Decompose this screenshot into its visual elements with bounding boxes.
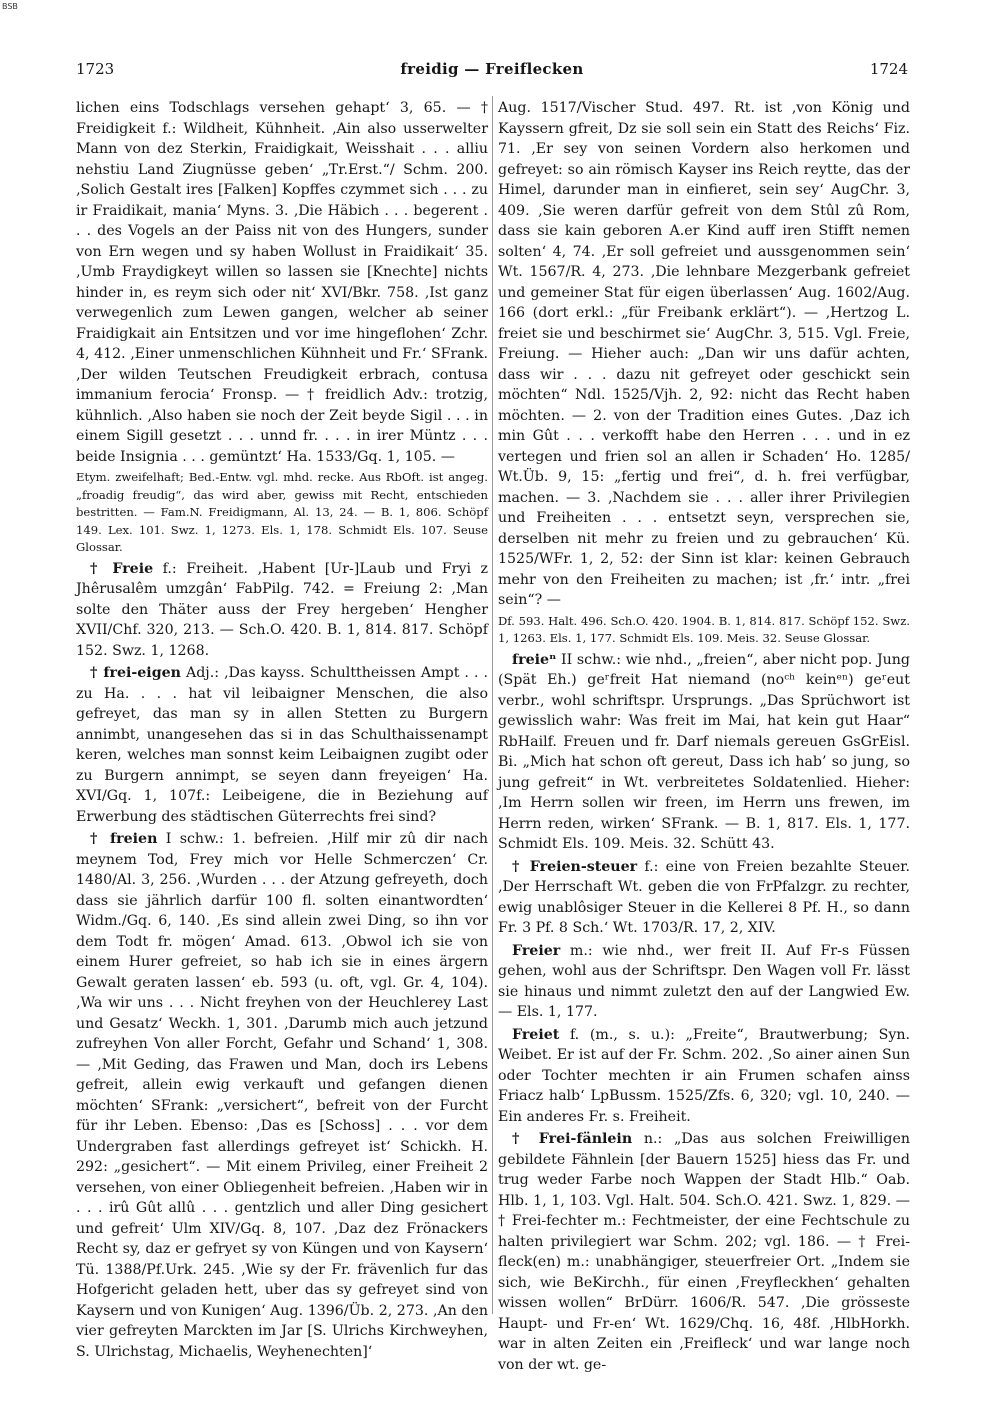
entry-continuation: lichen eins Todschlags versehen gehapt‘ 3, 65. — † Freidigkeit f.: Wildheit, Kühnheit. ‚Ain also usserwelter Mann von dez Sterkin, Fraidigkait, Weisshait . . . alliu nehstiu Land Ziugnüsse geben‘ „Tr.Erst.“/ Schm. 200. ‚Solich Gestalt ires [Falken] Kopffes czymmet sich . . . zu ir Fraidikait, mania‘ Myns. 3. ‚Die Häbich . . . begerent . . . des Vogels an der Paiss nit von des Hungers, sunder von Ern wegen und sy haben Wollust in Fraidikait‘ 35. ‚Umb Fraydigkeyt willen so lassen sie [Knechte] nichts hinder in, es reym sich oder nit‘ XVI/Bkr. 758. ‚Ist ganz verwegenlich zum Lewen gangen, welcher ab seiner Fraidigkait ain Entsitzen und vor ime hingeflohen‘ Zchr. 4, 412. ‚Einer unmenschlichen Kühnheit und Fr.‘ SFrank. ‚Der wilden Teutschen Freudigkeit erbrach, contusa immanium ferocia‘ Fronsp. — † freidlich Adv.: trotzig, kühnlich. ‚Also haben sie noch der Zeit beyde Sigil . . . in einem Sigill gesetzt . . . unnd fr. . . . in irer Müntz . . . beide Insignia . . . gemüntzt‘ Ha. 1533/Gq. 1, 105. — <box>76 100 488 465</box>
dictionary-entry <box>76 663 488 827</box>
page-header <box>76 60 908 82</box>
entry-body: f.: eine von Freien bezahlte Steuer. ‚Der Herrschaft Wt. geben die von FrPfalzgr. zu rechter, ewig unablôsiger Steuer in die Kellerei 8 Pf. H., so dann Fr. 3 Pf. 8 Sch.‘ Wt. 1703/R. 17, 2, XIV. <box>498 858 910 936</box>
page-number-right: 1724 <box>869 60 908 78</box>
library-stamp: BSB <box>2 2 18 11</box>
dictionary-entry <box>76 559 488 662</box>
dictionary-entry <box>498 941 910 1023</box>
dictionary-entry <box>498 857 910 939</box>
entry-headword: Freiet <box>512 1026 560 1043</box>
entry-body: II schw.: wie nhd., „freien“, aber nicht pop. Jung (Spät Eh.) geʳfreit Hat niemand (noᶜʰ keinᵉⁿ) geʳeut verbr., wohl schriftspr. Ursprungs. „Das Sprüchwort ist gewisslich wahr: Was freit im Mai, hat kein gut Haar“ RbHailf. Freuen und fr. Darf niemals gereuen GsGrEisl. Bi. „Mich hat schon oft gereut, Dass ich hab’ so jung, so jung gefreit“ in Wt. verbreitetes Soldatenlied. Hieher: ‚Im Herrn sollen wir freen, im Herrn uns frewen, im Herrn reden, wirken‘ SFrank. — B. 1, 817. Els. 1, 177. Schmidt Els. 109. Meis. 32. Schütt 43. <box>498 651 910 852</box>
dictionary-entry <box>498 1129 910 1375</box>
entry-headword: † Frei-fänlein <box>512 1131 633 1147</box>
entry-body: m.: wie nhd., wer freit II. Auf Fr-s Füssen gehen, wohl aus der Schriftspr. Den Wagen voll Fr. lässt sie hinaus und nimmt zuletzt den auf der Langwied Ew. — Els. 1, 177. <box>498 942 910 1020</box>
dictionary-entry <box>498 1025 910 1128</box>
dictionary-entry <box>498 650 910 855</box>
left-column <box>76 98 488 1360</box>
entry-body: I schw.: 1. befreien. ‚Hilf mir zû dir nach meynem Tod, Frey mich vor Helle Schmerczen‘ Cr. 1480/Al. 3, 256. ‚Wurden . . . der Atzung gefreyeth, doch dass sie jährlich darfür 100 fl. solten einantwordten‘ Widm./Gq. 6, 140. ‚Es sind allein zwei Ding, so ihn vor dem Todt fr. mögen‘ Amad. 613. ‚Obwol ich sie von einem Hurer gefreiet, so hab ich sie in eines ärgern Gewalt geraten lassen‘ eb. 593 (u. oft, vgl. Gr. 4, 104). ‚Wa wir uns . . . Nicht freyhen von der Heuchlerey Last und Gesatz‘ Weckh. 1, 301. ‚Darumb mich auch jetzund zufreyhen Von aller Forcht, Gefahr und Schand‘ 1, 308. — ‚Mit Geding, das Frawen und Man, doch irs Lebens gefreit, allein ewig verkauft und gefangen dienen möchten‘ SFrank: „versichert“, befreit von der Furcht für ihr Leben. Ebenso: ‚Das es [Schoss] . . . vor dem Undergraben fast allerdings gefreyet ist‘ Schickh. H. 292: „gesichert“. — Mit einem Privileg, einer Freiheit 2 versehen, von einer Obliegenheit befreien. ‚Haben wir in . . . irû Gût allû . . . gentzlich und aller Ding gesichert und gefreit‘ Ulm XIV/Gq. 8, 107. ‚Daz dez Frönackers Recht sy, daz er gefryet sy von Küngen und von Kaysern‘ Tü. 1388/Pf.Urk. 245. ‚Wie sy der Fr. frävenlich fur das Hofgericht geladen hett, uber das sy gefreyet sind von Kaysern und von Kunigen‘ Aug. 1396/Üb. 2, 273. ‚An den vier gefreyten Marckten im Jar [S. Ulrichs Kirchweyhen, S. Ulrichstag, Michaelis, Weyhenechten]‘ <box>76 831 488 1360</box>
entry-headword: † Freien-steuer <box>512 858 638 875</box>
entry-body: f.: Freiheit. ‚Habent [Ur-]Laub und Fryi z Jhêrusalêm umzgân‘ FabPilg. 742. = Freiung 2: ‚Man solte den Thäter auss der Frey hergeben‘ Hengher XVII/Chf. 320, 213. — Sch.O. 420. B. 1, 814. 817. Schöpf 152. Swz. 1, 1268. <box>76 560 488 659</box>
entry-headword: Freier <box>512 942 561 959</box>
entry-headword: † frei-eigen <box>90 665 181 681</box>
entry-headword: freieⁿ <box>512 651 557 668</box>
entry-body: n.: „Das aus solchen Freiwilligen gebildete Fähnlein [der Bauern 1525] hiess das Fr. und trug weder Farbe noch Wappen der Stadt Hlb.“ Oab. Hlb. 1, 1, 103. Vgl. Halt. 504. Sch.O. 421. Swz. 1, 829. — † Frei-fechter m.: Fechtmeister, der eine Fechtschule zu halten privilegiert war Schm. 202; vgl. 186. — † Frei-fleck(en) m.: unabhängiger, steuerfreier Ort. „Indem sie sich, wie BeKirchh., für einen ‚Freyfleckhen‘ gehalten wissen wollen“ BrDürr. 1606/R. 547. ‚Die grösseste Haupt- und Fr-en‘ Wt. 1629/Chq. 16, 48f. ‚HlbHorkh. war in alten Zeiten ein ‚Freifleck‘ und war lange noch von der wt. ge- <box>498 1131 910 1373</box>
entry-body: Adj.: ‚Das kayss. Schulttheissen Ampt . . . zu Ha. . . . hat vil leibaigner Menschen, die also gefreyet, das man sy in allen Stetten zu Burgern annimbt, unangesehen das si in das Schulthaissenampt keren, welches man sonnst keim Leibaignen zugibt oder zu Burgern annimpt, se seyen dann freyeigen‘ Ha. XVI/Gq. 1, 107f.: Leibeigene, die in Beziehung auf Erwerbung des städtischen Güterrechts frei sind? <box>76 665 488 825</box>
column-divider <box>492 96 493 1314</box>
entry-body: f. (m., s. u.): „Freite“, Brautwerbung; Syn. Weibet. Er ist auf der Fr. Schm. 202. ‚So ainer ainen Sun oder Tochter mechten ir ain Frumen schafen ainss Friacz halb‘ LpBussm. 1525/Zfs. 6, 320; vgl. 10, 240. — Ein anderes Fr. s. Freiheit. <box>498 1026 910 1125</box>
running-title: freidig — Freiflecken <box>400 60 584 78</box>
dictionary-entry <box>76 829 488 1362</box>
right-column <box>498 98 910 1373</box>
entry-headword: † freien <box>90 831 158 847</box>
etymology-note: Etym. zweifelhaft; Bed.-Entw. vgl. mhd. recke. Aus RbOft. ist angeg. „froadig freudig“, das wird aber, gewiss mit Recht, entschieden bestritten. — Fam.N. Freidigmann, Al. 13, 24. — B. 1, 806. Schöpf 149. Lex. 101. Swz. 1, 1273. Els. 1, 178. Schmidt Els. 107. Seuse Glossar. <box>76 470 488 554</box>
page-number-left: 1723 <box>76 60 115 78</box>
reference-note: Df. 593. Halt. 496. Sch.O. 420. 1904. B. 1, 814. 817. Schöpf 152. Swz. 1, 1263. Els. 1, 177. Schmidt Els. 109. Meis. 32. Seuse Glossar. <box>498 613 910 645</box>
entry-headword: † Freie <box>90 560 154 577</box>
entry-continuation: Aug. 1517/Vischer Stud. 497. Rt. ist ‚von König und Kayssern gfreit, Dz sie soll sein ein Statt des Reichs‘ Fiz. 71. ‚Er sey von seinen Vordern also herkomen und gefreyet: so ain römisch Kayser ins Reich reytte, das der Himel, darunder man in einfieret, sein sey‘ AugChr. 3, 409. ‚Sie weren darfür gefreit von dem Stûl zû Rom, dass sie kain geboren A.er Kind auff iren Stifft nemen solten‘ 4, 74. ‚Er soll gefreiet und aussgenommen sein‘ Wt. 1567/R. 4, 273. ‚Die lehnbare Mezgerbank gefreiet und gemeiner Stat für eigen überlassen‘ Aug. 1602/Aug. 166 (dort erkl.: „für Freibank erklärt“). — ‚Hertzog L. freiet sie und beschirmet sie‘ AugChr. 3, 515. Vgl. Freie, Freiung. — Hieher auch: „Dan wir uns dafür achten, dass wir . . . dazu nit gefreyet oder geschickt sein möchten“ Ndl. 1525/Vjh. 2, 92: nicht das Recht haben möchten. — 2. von der Tradition eines Gutes. ‚Daz ich min Gût . . . verkofft habe den Herren . . . und in ez vertegen und frien sol an allen ir Schaden‘ Ho. 1285/ Wt.Üb. 9, 15: „fertig und frei“, d. h. frei verfügbar, machen. — 3. ‚Nachdem sie . . . aller ihrer Privilegien und Freiheiten . . . entsetzt seyn, versprechen sie, derselben nit mehr zu freien und zu gebrauchen‘ Kü. 1525/WFr. 1, 2, 52: der Sinn ist klar: keinen Gebrauch mehr von den Freiheiten zu machen; ist ‚fr.‘ intr. „frei sein“? — <box>498 100 910 608</box>
